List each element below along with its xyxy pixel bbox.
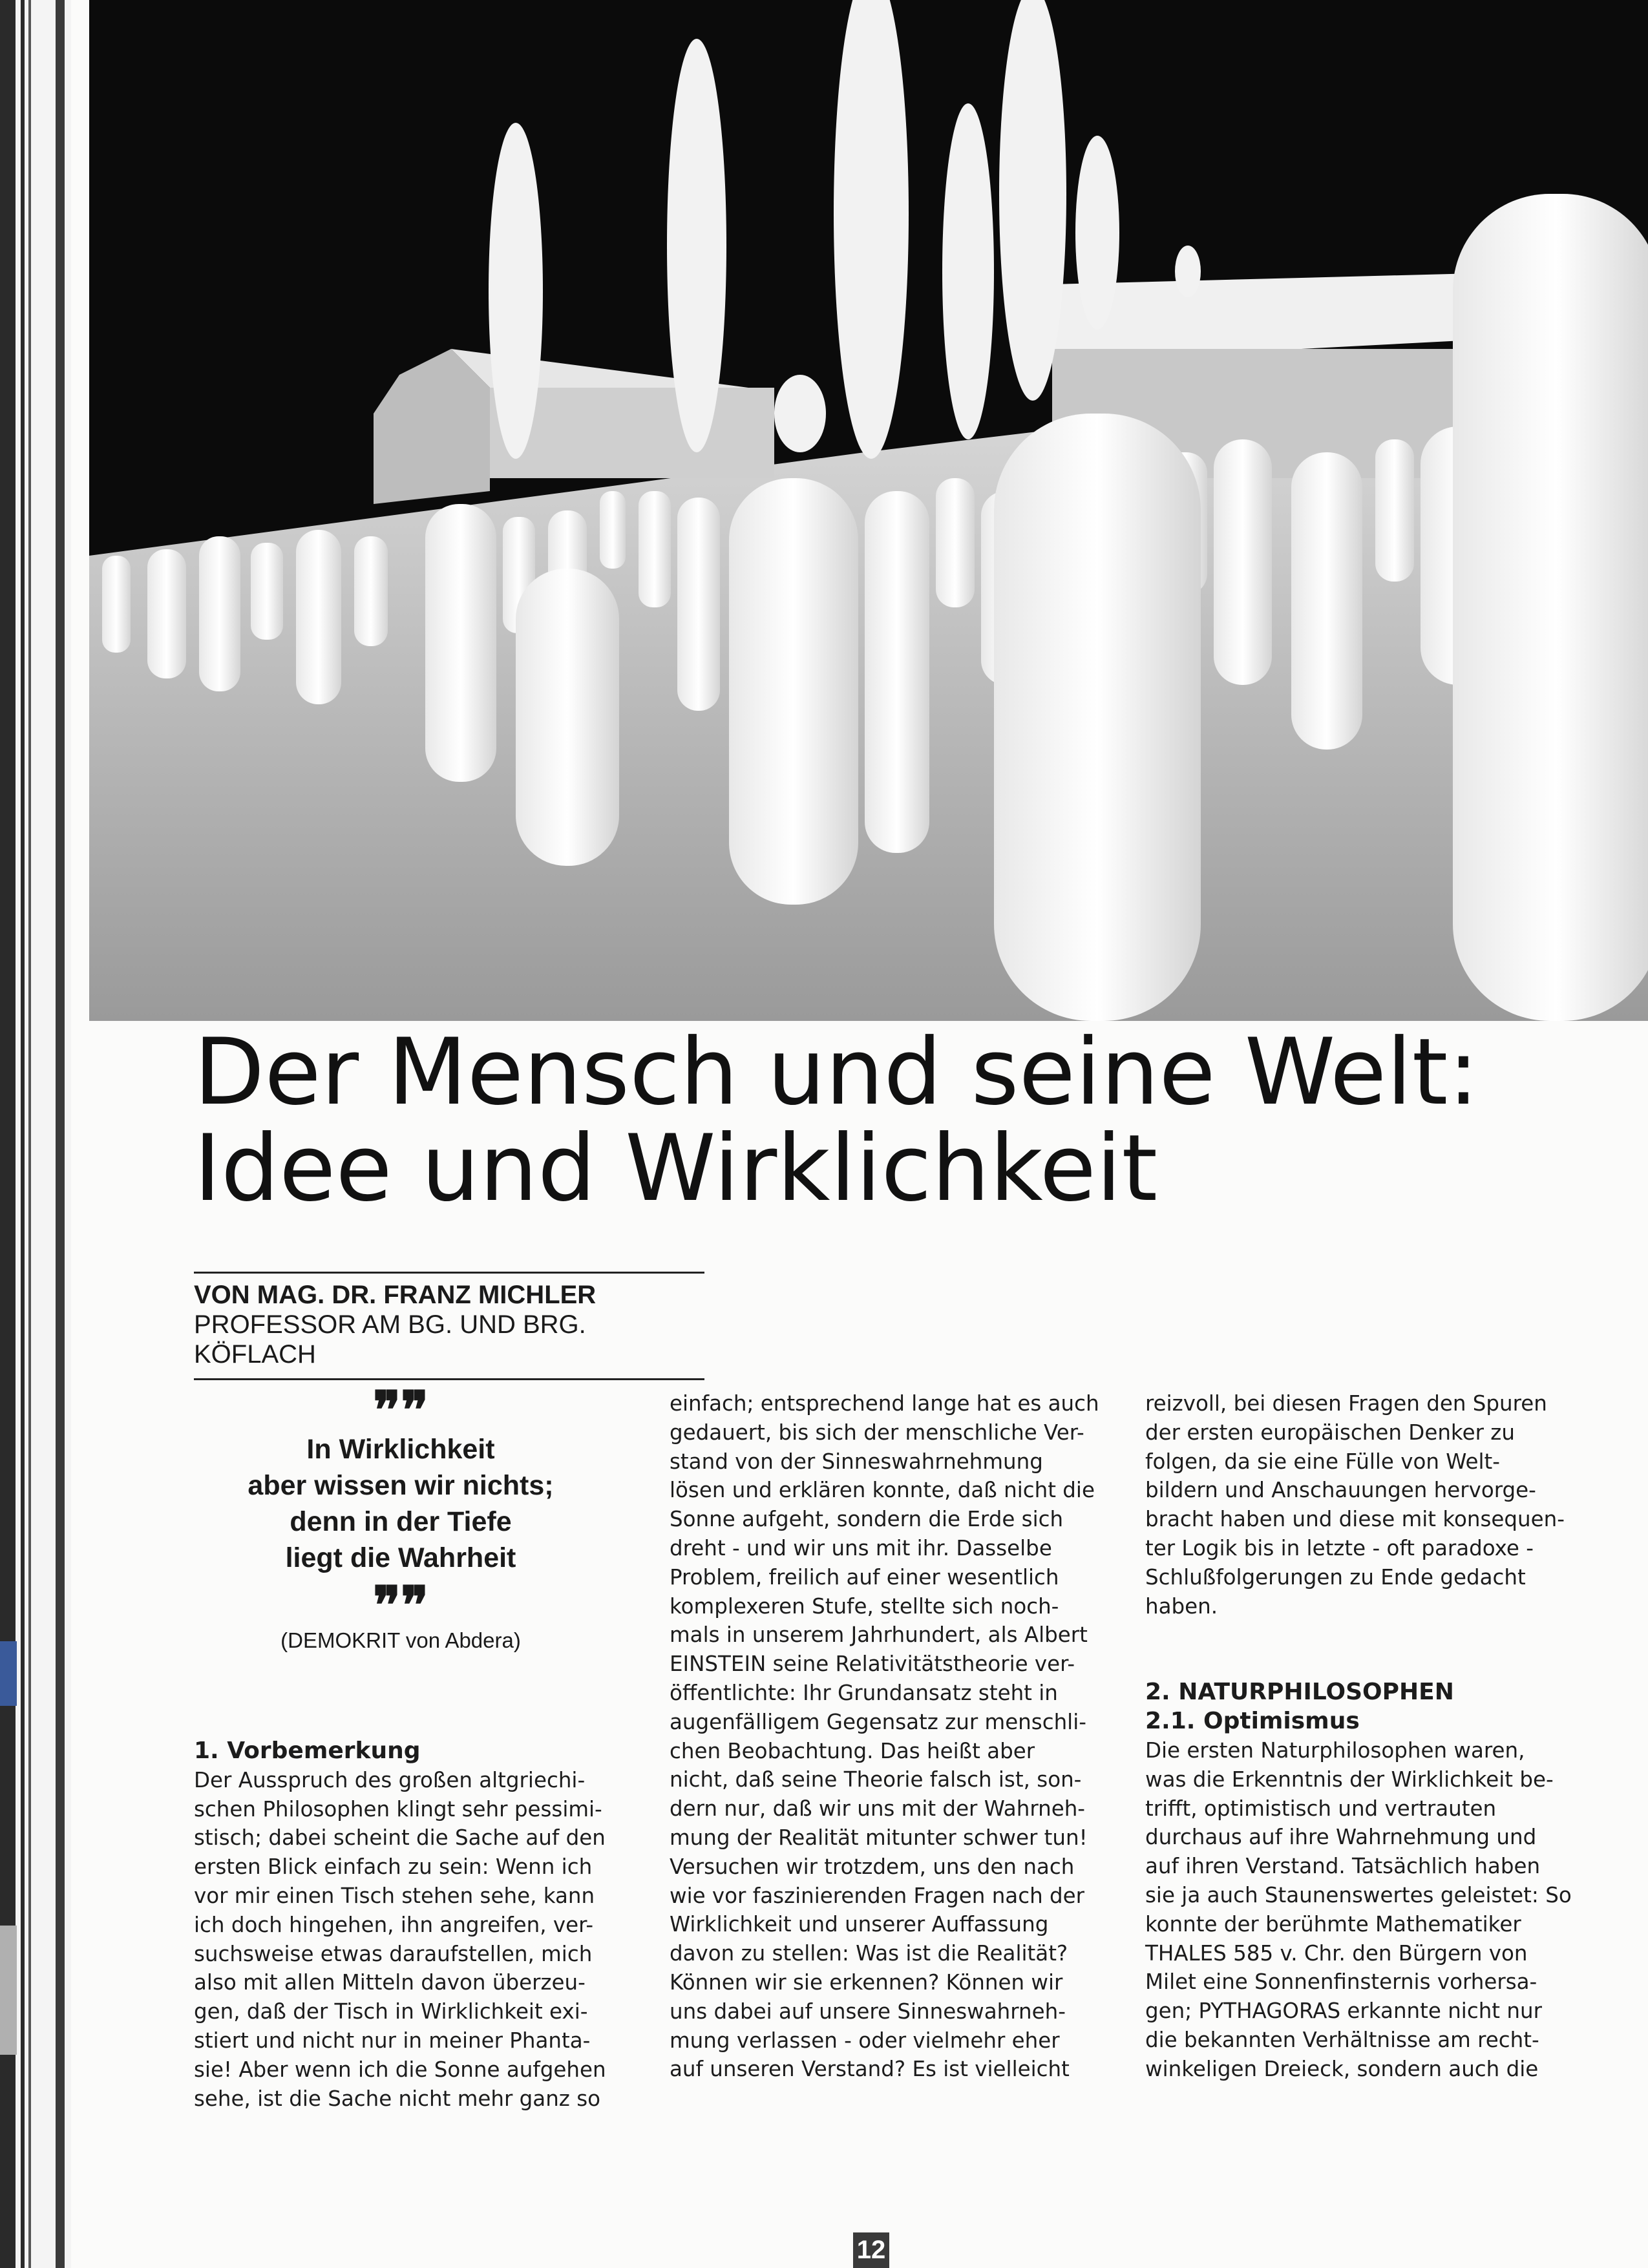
text-line: Schlußfolgerungen zu Ende gedacht [1145, 1564, 1526, 1590]
author-name: VON MAG. DR. FRANZ MICHLER [194, 1281, 597, 1309]
text-line: Versuchen wir trotzdem, uns den nach [670, 1854, 1075, 1879]
page-number: 12 [853, 2232, 889, 2268]
section-heading: 2. NATURPHILOSOPHEN [1145, 1679, 1454, 1706]
text-line: ter Logik bis in letzte - oft paradoxe - [1145, 1535, 1534, 1560]
section-gap [1145, 1621, 1585, 1678]
text-line: bildern und Anschauungen hervorge- [1145, 1478, 1536, 1503]
text-line: winkeligen Dreieck, sondern auch die [1145, 2056, 1539, 2081]
text-line: wie vor faszinierenden Fragen nach der [670, 1883, 1085, 1908]
quote-line: In Wirklichkeit [306, 1434, 495, 1465]
text-line: mung der Realität mitunter schwer tun! [670, 1825, 1088, 1850]
text-column-1 [194, 1737, 620, 2113]
text-line: Wirklichkeit und unserer Auffassung [670, 1912, 1049, 1937]
text-line: auf ihren Verstand. Tatsächlich haben [1145, 1854, 1541, 1879]
pull-quote [194, 1380, 607, 1653]
text-line: also mit allen Mitteln davon überzeu- [194, 1970, 586, 1995]
text-line: vor mir einen Tisch stehen sehe, kann [194, 1883, 595, 1908]
text-line: trifft, optimistisch und vertrauten [1145, 1796, 1497, 1821]
quote-line: denn in der Tiefe [290, 1506, 512, 1537]
binding-line [56, 0, 65, 2268]
quote-line: aber wissen wir nichts; [248, 1469, 554, 1501]
subsection-heading: 2.1. Optimismus [1145, 1708, 1360, 1735]
text-column-2 [670, 1389, 1109, 2084]
quote-text [194, 1432, 607, 1577]
text-line: sehe, ist die Sache nicht mehr ganz so [194, 2086, 601, 2111]
author-role: PROFESSOR AM BG. UND BRG. KÖFLACH [194, 1310, 586, 1369]
quote-line: liegt die Wahrheit [285, 1542, 516, 1573]
quote-close-mark: ❞❞ [372, 1574, 429, 1635]
text-line: gen; PYTHAGORAS erkannte nicht nur [1145, 1999, 1542, 2024]
text-line: nicht, daß seine Theorie falsch ist, son- [670, 1767, 1082, 1792]
negative-field-image [89, 0, 1648, 1021]
text-line: augenfälligem Gegensatz zur menschli- [670, 1709, 1086, 1734]
text-line: der ersten europäischen Denker zu [1145, 1420, 1515, 1445]
text-line: Problem, freilich auf einer wesentlich [670, 1564, 1059, 1590]
text-line: dern nur, daß wir uns mit der Wahrneh- [670, 1796, 1086, 1822]
text-line: ersten Blick einfach zu sein: Wenn ich [194, 1854, 593, 1880]
quote-source: (DEMOKRIT von Abdera) [280, 1628, 521, 1652]
text-line: lösen und erklären konnte, daß nicht die [670, 1478, 1095, 1503]
text-line: Milet eine Sonnenfinsternis vorhersa- [1145, 1969, 1537, 1995]
text-line: EINSTEIN seine Relativitätstheorie ver- [670, 1652, 1075, 1677]
text-line: konnte der berühmte Mathematiker [1145, 1911, 1521, 1937]
title-line: Idee und Wirklichkeit [194, 1115, 1158, 1223]
text-line: einfach; entsprechend lange hat es auch [670, 1391, 1099, 1416]
text-line: stiert und nicht nur in meiner Phanta- [194, 2028, 591, 2053]
text-line: THALES 585 v. Chr. den Bürgern von [1145, 1940, 1528, 1966]
text-line: durchaus auf ihre Wahrnehmung und [1145, 1825, 1537, 1850]
edge-color-mark [0, 1641, 17, 1706]
text-line: auf unseren Verstand? Es ist vielleicht [670, 2057, 1070, 2082]
text-line: Können wir sie erkennen? Können wir [670, 1969, 1063, 1995]
text-line: Die ersten Naturphilosophen waren, [1145, 1738, 1525, 1763]
text-line: was die Erkenntnis der Wirklichkeit be- [1145, 1767, 1554, 1792]
binding-line [28, 0, 31, 2268]
text-line: mung verlassen - oder vielmehr eher [670, 2028, 1060, 2053]
text-line: davon zu stellen: Was ist die Realität? [670, 1941, 1068, 1966]
text-line: mals in unserem Jahrhundert, als Albert [670, 1622, 1088, 1648]
text-line: suchsweise etwas daraufstellen, mich [194, 1941, 593, 1966]
page-edge [0, 0, 71, 2268]
text-line: gen, daß der Tisch in Wirklichkeit exi- [194, 1999, 588, 2024]
text-line: folgen, da sie eine Fülle von Welt- [1145, 1449, 1501, 1474]
quote-open-mark: ❞❞ [372, 1380, 429, 1440]
text-line: chen Beobachtung. Das heißt aber [670, 1738, 1035, 1763]
text-line: schen Philosophen klingt sehr pessimi- [194, 1796, 602, 1822]
text-column-3 [1145, 1389, 1585, 2084]
hero-photo [89, 0, 1648, 1021]
text-line: Sonne aufgeht, sondern die Erde sich [670, 1507, 1064, 1532]
text-line: sie! Aber wenn ich die Sonne aufgehen [194, 2057, 606, 2082]
article-title [194, 1019, 1583, 1223]
text-line: dreht - und wir uns mit ihr. Dasselbe [670, 1535, 1052, 1560]
section-heading: 1. Vorbemerkung [194, 1738, 421, 1764]
text-line: haben. [1145, 1593, 1218, 1619]
text-line: öffentlichte: Ihr Grundansatz steht in [670, 1680, 1058, 1705]
text-line: komplexeren Stufe, stellte sich noch- [670, 1593, 1059, 1619]
binding-line [21, 0, 25, 2268]
edge-gray-mark [0, 1926, 17, 2055]
text-line: bracht haben und diese mit konsequen- [1145, 1507, 1565, 1532]
text-line: uns dabei auf unsere Sinneswahrneh- [670, 1999, 1066, 2024]
text-line: die bekannten Verhältnisse am recht- [1145, 2027, 1539, 2052]
text-line: Der Ausspruch des großen altgriechi- [194, 1767, 586, 1792]
text-line: ich doch hingehen, ihn angreifen, ver- [194, 1912, 594, 1937]
text-line: stand von der Sinneswahrnehmung [670, 1449, 1043, 1474]
text-line: sie ja auch Staunenswertes geleistet: So [1145, 1882, 1572, 1907]
text-line: stisch; dabei scheint die Sache auf den [194, 1825, 606, 1851]
title-line: Der Mensch und seine Welt: [194, 1019, 1479, 1126]
byline [194, 1272, 704, 1380]
text-line: reizvoll, bei diesen Fragen den Spuren [1145, 1391, 1547, 1416]
text-line: gedauert, bis sich der menschliche Ver- [670, 1420, 1084, 1445]
